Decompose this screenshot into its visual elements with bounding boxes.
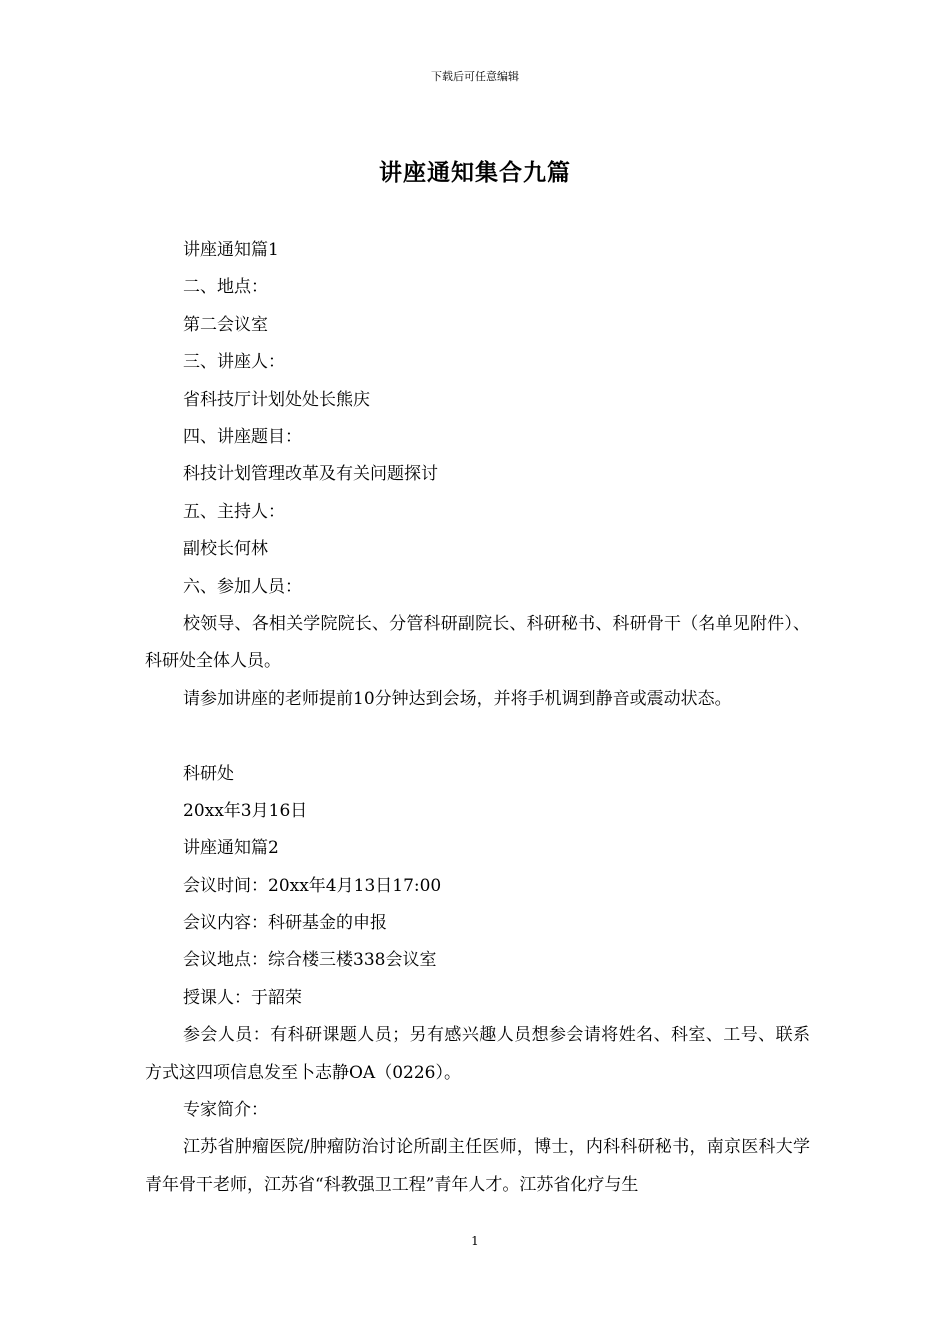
paragraph: 江苏省肿瘤医院/肿瘤防治讨论所副主任医师，博士，内科科研秘书，南京医科大学青年骨干老师，江苏省“科教强卫工程”青年人才。江苏省化疗与生 [145, 1137, 810, 1195]
paragraph: 五、主持人： [183, 501, 285, 522]
paragraph: 第二会议室 [183, 314, 268, 335]
document-body [145, 232, 810, 1204]
paragraph: 会议内容：科研基金的申报 [183, 913, 387, 934]
paragraph: 20xx年3月16日 [183, 800, 308, 821]
paragraph: 科技计划管理改革及有关问题探讨 [183, 464, 438, 485]
paragraph: 科研处 [183, 763, 234, 784]
page-number: 1 [471, 1234, 479, 1248]
paragraph: 校领导、各相关学院院长、分管科研副院长、科研秘书、科研骨干（名单见附件）、科研处全体人员。 [145, 613, 810, 672]
paragraph: 参会人员：有科研课题人员；另有感兴趣人员想参会请将姓名、科室、工号、联系方式这四项信息发至卜志静OA（0226）。 [145, 1025, 810, 1083]
paragraph: 四、讲座题目： [183, 426, 302, 447]
blank-line [145, 718, 810, 755]
paragraph: 六、参加人员： [183, 576, 302, 597]
paragraph: 会议地点：综合楼三楼338会议室 [183, 950, 437, 971]
paragraph: 三、讲座人： [183, 352, 285, 373]
paragraph: 二、地点： [183, 277, 268, 298]
page-header: 下载后可任意编辑 [431, 70, 519, 83]
paragraph: 专家简介： [183, 1100, 268, 1121]
paragraph: 省科技厅计划处处长熊庆 [183, 389, 370, 410]
paragraph: 副校长何林 [183, 539, 268, 560]
paragraph: 讲座通知篇2 [183, 838, 279, 859]
document-title: 讲座通知集合九篇 [379, 159, 571, 186]
paragraph: 会议时间：20xx年4月13日17:00 [183, 875, 442, 896]
paragraph: 讲座通知篇1 [183, 240, 279, 260]
paragraph: 授课人：于韶荣 [183, 987, 302, 1008]
paragraph: 请参加讲座的老师提前10分钟达到会场，并将手机调到静音或震动状态。 [183, 688, 732, 709]
